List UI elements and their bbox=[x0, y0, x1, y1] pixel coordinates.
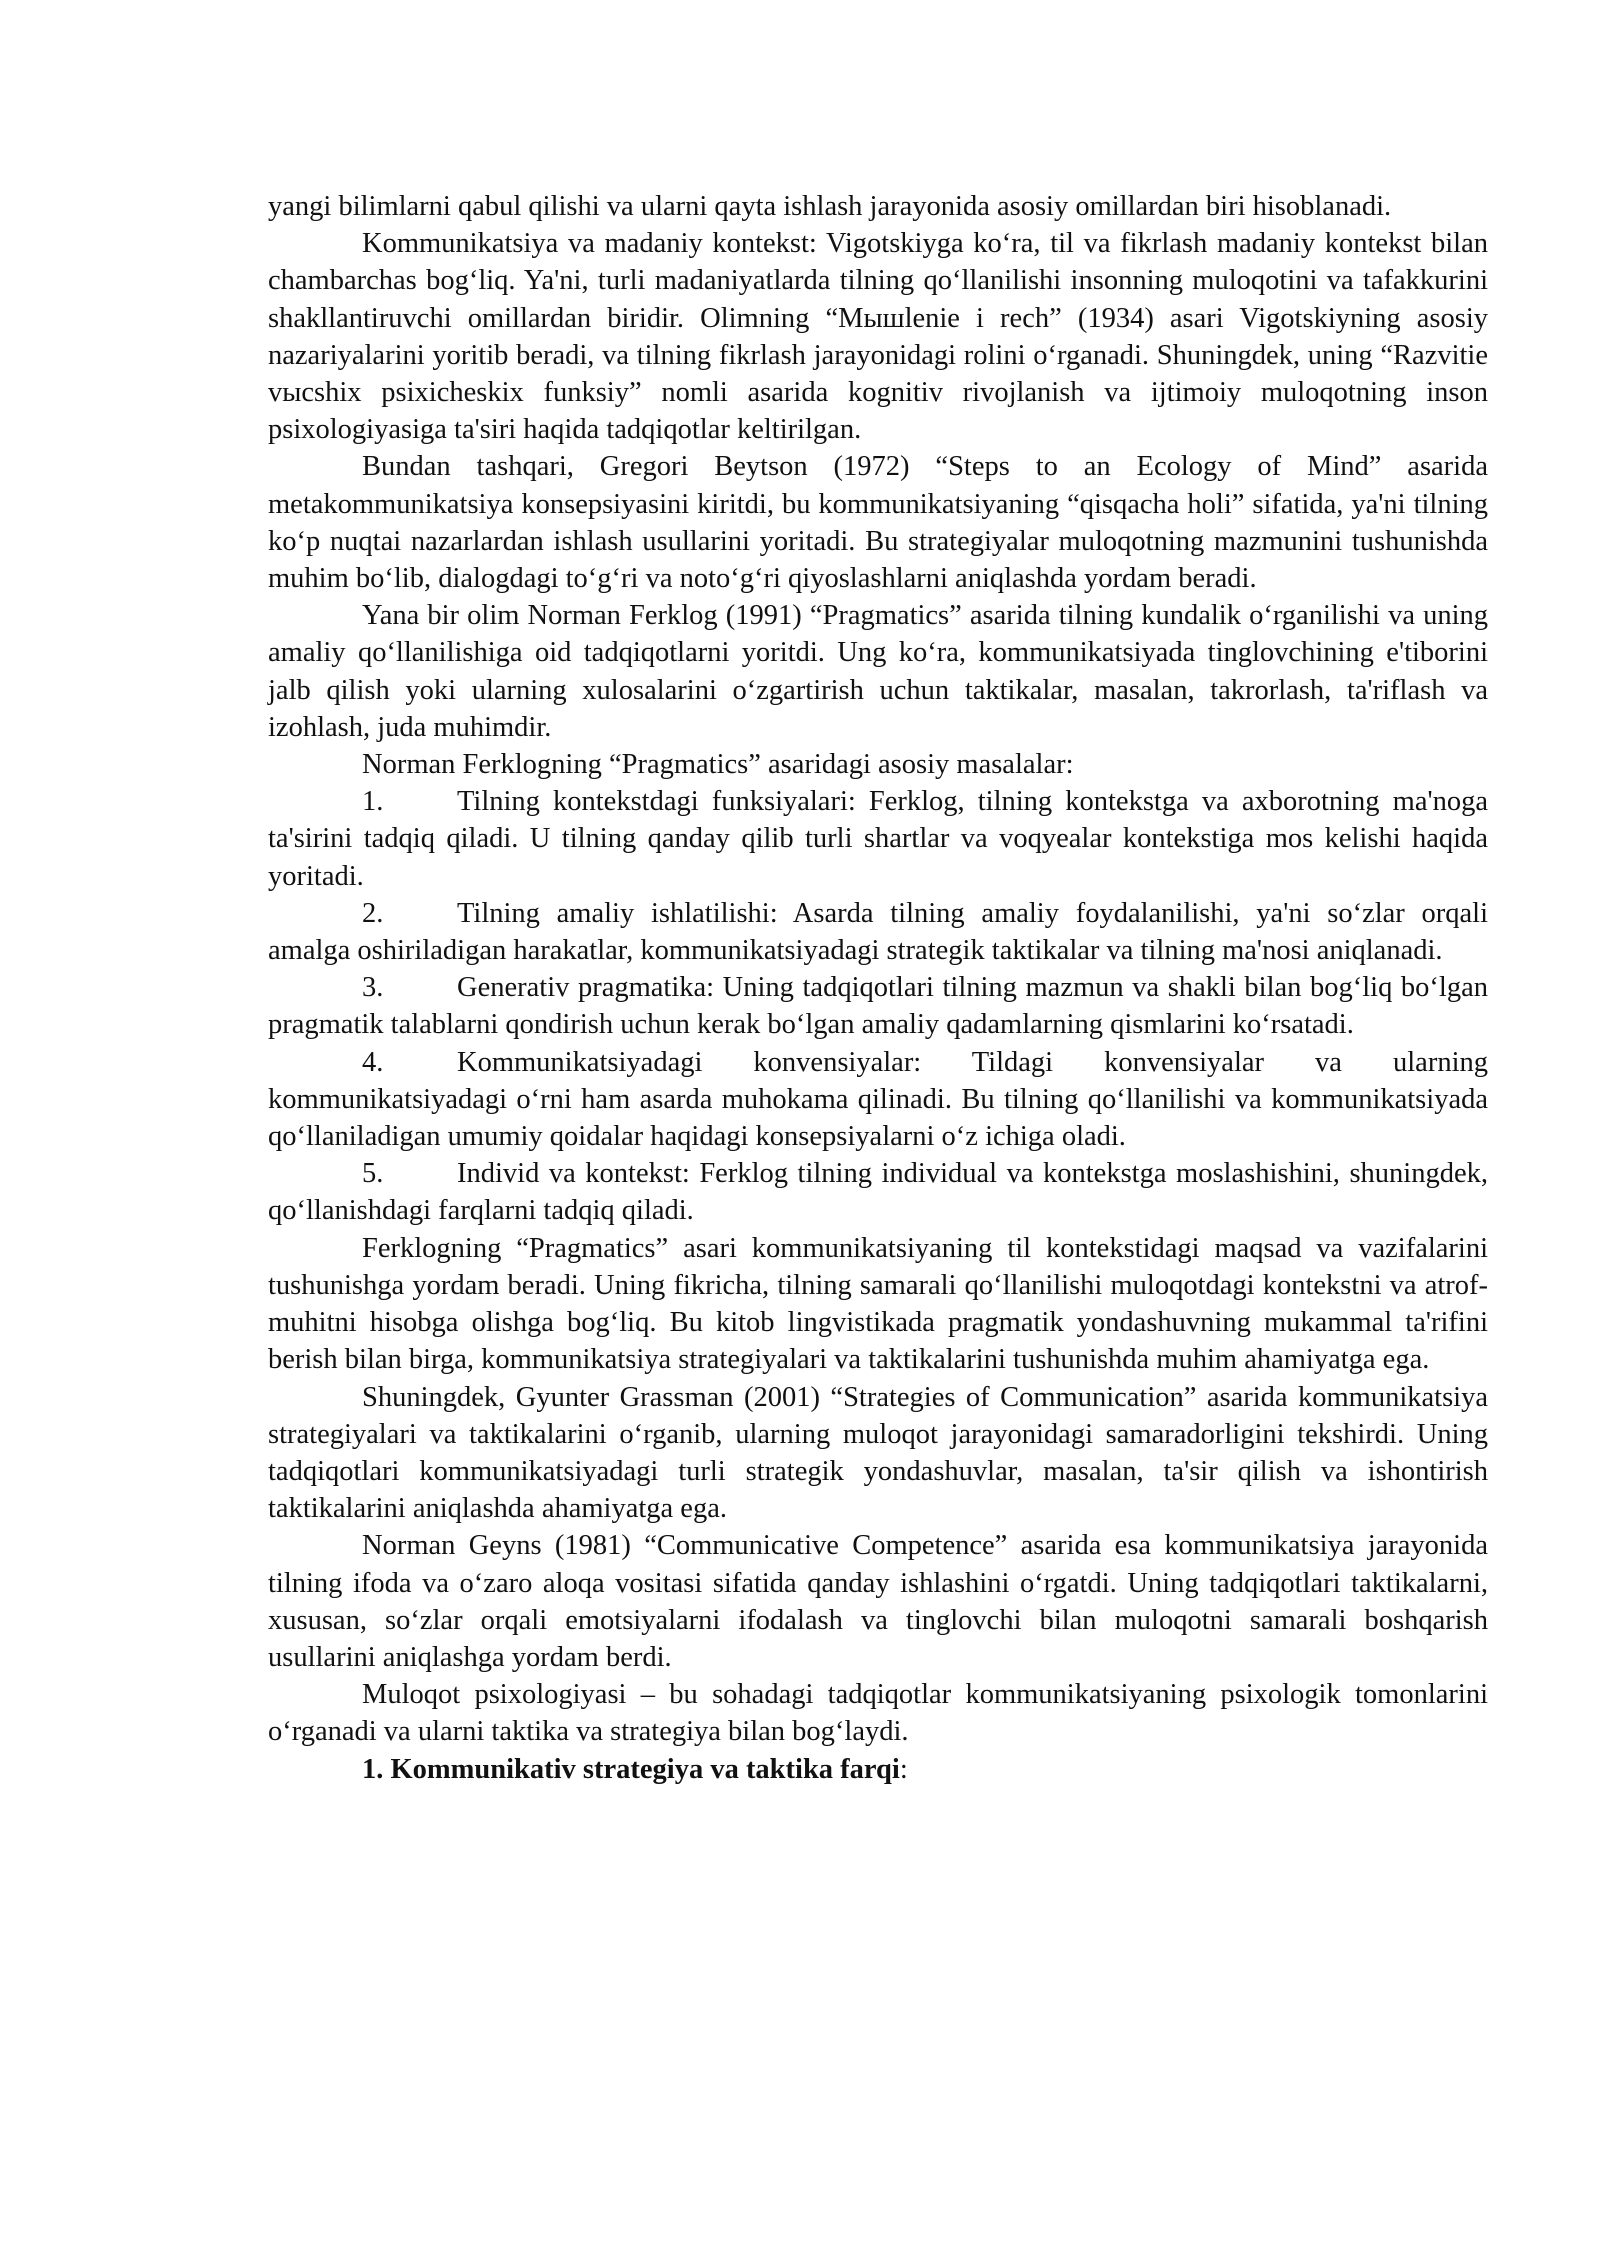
list-item-number: 2. bbox=[362, 897, 384, 929]
list-item-number: 4. bbox=[362, 1046, 384, 1078]
list-item-text: Tilning kontekstdagi funksiyalari: Ferklog, tilning kontekstga va axborotning ma'noga ta'sirini tadqiq qiladi. U tilning qanday qilib turli shartlar va voqyealar kontekstiga mos kelishi haqida yoritadi. bbox=[268, 786, 1488, 892]
list-item-text: Kommunikatsiyadagi konvensiyalar: Tildagi konvensiyalar va ularning kommunikatsiyadagi oʻrni ham asarda muhokama qilinadi. Bu tilning qoʻllanilishi va kommunikatsiyada qoʻllaniladigan umumiy qoidalar haqidagi konsepsiyalarni oʻz ichiga oladi. bbox=[268, 1046, 1488, 1153]
list-item-number: 1. bbox=[362, 786, 384, 818]
paragraph-ferklog-issues: Norman Ferklogning “Pragmatics” asaridagi asosiy masalalar: bbox=[362, 749, 1074, 781]
section-heading-suffix: : bbox=[899, 1753, 908, 1785]
paragraph-vigotskiy-context: Kommunikatsiya va madaniy kontekst: Vigotskiyga koʻra, til va fikrlash madaniy kontekst bilan chambarchas bogʻliq. Ya'ni, turli madaniyatlarda tilning qoʻllanilishi insonning muloqotini va tafakkurini shakllantiruvchi omillardan biridir. Olimning “Мышlenie i rech” (1934) asari Vigotskiyning asosiy nazariyalarini yoritib beradi, va tilning fikrlash jarayonidagi rolini oʻrganadi. Shuningdek, uning “Razvitie vысshix psixicheskix funksiy” nomli asarida kognitiv rivojlanish va ijtimoiy muloqotning inson psixologiyasiga ta'siri haqida tadqiqotlar keltirilgan. bbox=[268, 228, 1488, 446]
list-item-text: Generativ pragmatika: Uning tadqiqotlari tilning mazmun va shakli bilan bogʻliq boʻlgan pragmatik talablarni qondirish uchun kerak boʻlgan amaliy qadamlarning qismlarini koʻrsatadi. bbox=[268, 972, 1488, 1041]
list-item bbox=[268, 1044, 1488, 1156]
paragraph-ferklog-intro: Yana bir olim Norman Ferklog (1991) “Pragmatics” asarida tilning kundalik oʻrganilishi va uning amaliy qoʻllanilishiga oid tadqiqotlarni yoritdi. Ung koʻra, kommunikatsiyada tinglovchining e'tiborini jalb qilish yoki ularning xulosalarini oʻzgartirish uchun taktikalar, masalan, takrorlash, ta'riflash va izohlash, juda muhimdir. bbox=[268, 600, 1488, 743]
list-item-number: 5. bbox=[362, 1158, 384, 1190]
paragraph-psychology: Muloqot psixologiyasi – bu sohadagi tadqiqotlar kommunikatsiyaning psixologik tomonlarini oʻrganadi va ularni taktika va strategiya bilan bogʻlaydi. bbox=[268, 1679, 1488, 1748]
list-item-text: Tilning amaliy ishlatilishi: Asarda tilning amaliy foydalanilishi, ya'ni soʻzlar orqali amalga oshiriladigan harakatlar, kommunikatsiyadagi strategik taktikalar va tilning ma'nosi aniqlanadi. bbox=[268, 897, 1488, 967]
section-heading bbox=[268, 1751, 1488, 1788]
list-item bbox=[268, 1155, 1488, 1229]
list-item-text: Individ va kontekst: Ferklog tilning individual va kontekstga moslashishini, shuningdek, qoʻllanishdagi farqlarni tadqiq qiladi. bbox=[268, 1158, 1488, 1227]
paragraph-continuation: yangi bilimlarni qabul qilishi va ularni qayta ishlash jarayonida asosiy omillardan biri hisoblanadi. bbox=[268, 191, 1392, 222]
section-heading-text: 1. Kommunikativ strategiya va taktika farqi bbox=[362, 1753, 900, 1785]
paragraph-beytson: Bundan tashqari, Gregori Beytson (1972) “Steps to an Ecology of Mind” asarida metakommunikatsiya konsepsiyasini kiritdi, bu kommunikatsiyaning “qisqacha holi” sifatida, ya'ni tilning koʻp nuqtai nazarlardan ishlash usullarini yoritadi. Bu strategiyalar muloqotning mazmunini tushunishda muhim boʻlib, dialogdagi toʻgʻri va notoʻgʻri qiyoslashlarni aniqlashda yordam beradi. bbox=[268, 451, 1488, 595]
paragraph-ferklog-summary: Ferklogning “Pragmatics” asari kommunikatsiyaning til kontekstidagi maqsad va vazifalarini tushunishga yordam beradi. Uning fikricha, tilning samarali qoʻllanilishi muloqotdagi kontekstni va atrof-muhitni hisobga olishga bogʻliq. Bu kitob lingvistikada pragmatik yondashuvning mukammal ta'rifini berish bilan birga, kommunikatsiya strategiyalari va taktikalarini tushunishda muhim ahamiyatga ega. bbox=[268, 1232, 1488, 1376]
list-item bbox=[268, 969, 1488, 1043]
list-item bbox=[268, 895, 1488, 969]
document-page bbox=[268, 188, 1488, 1788]
paragraph-geyns: Norman Geyns (1981) “Communicative Competence” asarida esa kommunikatsiya jarayonida tilning ifoda va oʻzaro aloqa vositasi sifatida qanday ishlashini oʻrgatdi. Uning tadqiqotlari taktikalarni, xususan, soʻzlar orqali emotsiyalarni ifodalash va tinglovchi bilan muloqotni samarali boshqarish usullarini aniqlashga yordam berdi. bbox=[268, 1530, 1488, 1673]
list-item bbox=[268, 783, 1488, 895]
paragraph-grassman: Shuningdek, Gyunter Grassman (2001) “Strategies of Communication” asarida kommunikatsiya strategiyalari va taktikalarini oʻrganib, ularning muloqot jarayonidagi samaradorligini tekshirdi. Uning tadqiqotlari kommunikatsiyadagi turli strategik yondashuvlar, masalan, ta'sir qilish va ishontirish taktikalarini aniqlashda ahamiyatga ega. bbox=[268, 1381, 1488, 1525]
list-item-number: 3. bbox=[362, 972, 384, 1004]
